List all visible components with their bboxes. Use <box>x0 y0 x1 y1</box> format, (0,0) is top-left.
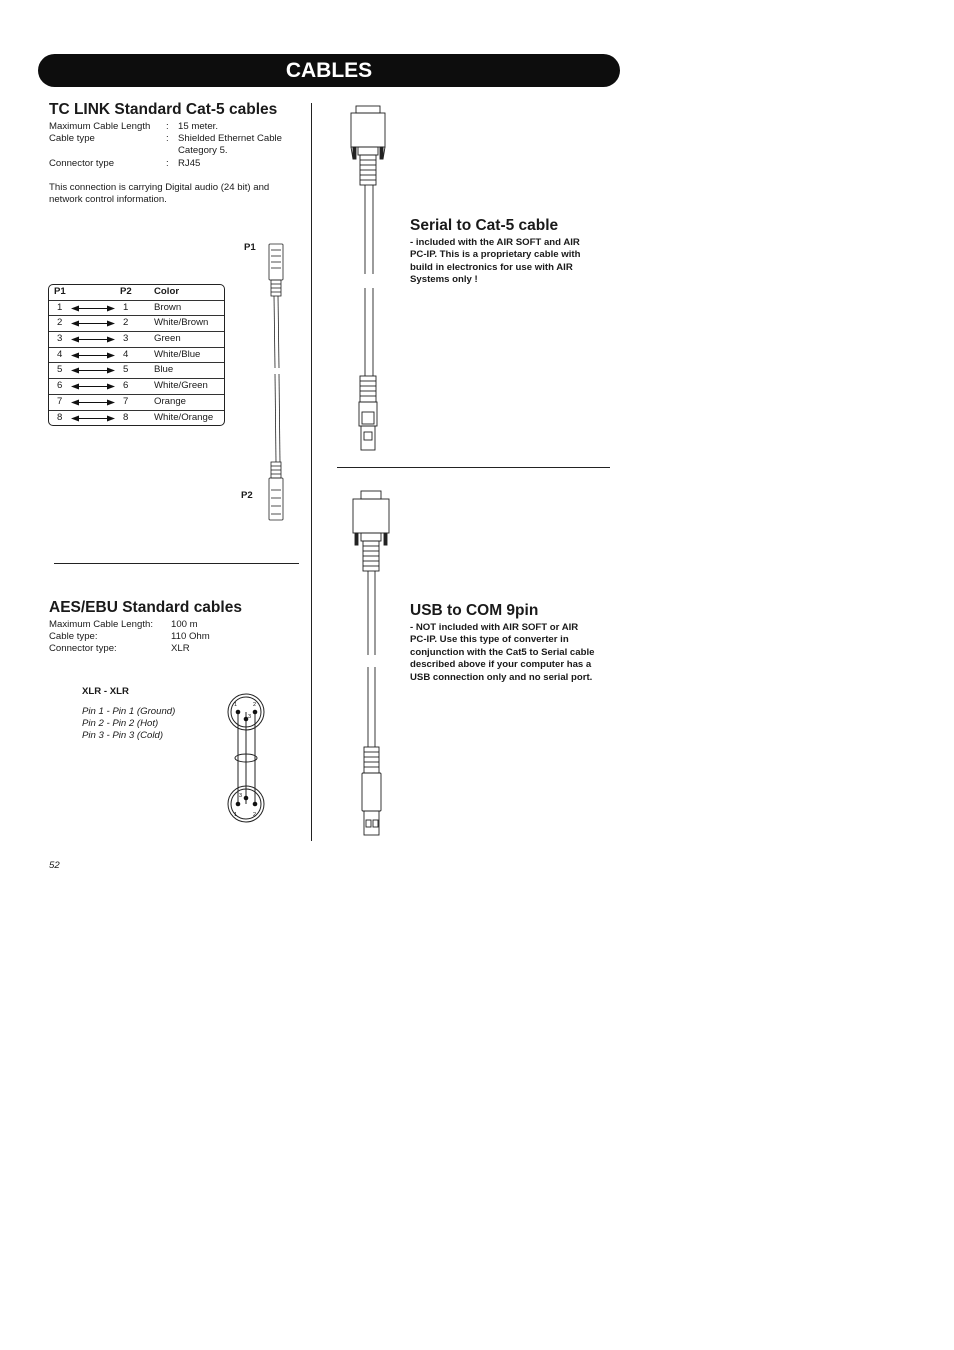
header-color: Color <box>154 286 180 297</box>
header-p1: P1 <box>54 286 66 297</box>
xlr-pin-number: 3 <box>248 714 252 720</box>
description-line: - NOT included with AIR SOFT or AIR <box>410 622 579 633</box>
double-arrow-icon <box>71 304 115 313</box>
header-p2: P2 <box>120 286 132 297</box>
cell-color: White/Brown <box>154 317 209 329</box>
page-banner <box>38 54 620 87</box>
cell-p1: 3 <box>57 333 63 345</box>
cell-p2: 3 <box>123 333 129 345</box>
cell-p2: 4 <box>123 348 129 360</box>
xlr-pin-number: 2 <box>253 812 257 818</box>
cell-p1: 4 <box>57 348 63 360</box>
spec-label: Connector type <box>49 158 115 169</box>
table-row <box>49 348 224 364</box>
column-divider <box>311 103 312 841</box>
left-section-divider <box>54 563 299 564</box>
description-line: described above if your computer has a <box>410 659 592 671</box>
cell-p1: 5 <box>57 364 63 376</box>
description-line: build in electronics for use with AIR <box>410 261 573 273</box>
spec-label: Cable type: <box>49 631 98 642</box>
p1-label: P1 <box>244 242 256 253</box>
pin-line: Pin 1 - Pin 1 (Ground) <box>82 706 176 717</box>
spec-value: RJ45 <box>178 158 201 169</box>
table-row <box>49 332 224 348</box>
xlr-cable-illustration <box>222 692 270 826</box>
double-arrow-icon <box>71 382 115 391</box>
pin-line: Pin 3 - Pin 3 (Cold) <box>82 730 164 741</box>
double-arrow-icon <box>71 398 115 407</box>
spec-sep: : <box>166 133 169 144</box>
cell-p2: 1 <box>123 301 129 313</box>
xlr-pin-number: 2 <box>253 702 257 708</box>
cell-color: White/Blue <box>154 348 201 360</box>
spec-sep: : <box>166 158 169 169</box>
table-row <box>49 316 224 332</box>
cell-color: White/Orange <box>154 411 214 423</box>
cell-p2: 5 <box>123 364 129 376</box>
spec-value: 100 m <box>171 619 198 630</box>
usb-cable-illustration <box>347 489 393 839</box>
spec-value: XLR <box>171 643 190 654</box>
pin-table <box>48 284 225 426</box>
description-line: conjunction with the Cat5 to Serial cable <box>410 646 595 658</box>
spec-label: Maximum Cable Length <box>49 121 151 132</box>
right-section-divider <box>337 467 610 468</box>
cell-p2: 7 <box>123 395 129 407</box>
cell-p2: 6 <box>123 380 129 392</box>
spec-sep: : <box>166 121 169 132</box>
cell-p2: 2 <box>123 317 129 329</box>
table-row <box>49 395 224 411</box>
cell-color: Blue <box>154 364 174 376</box>
double-arrow-icon <box>71 319 115 328</box>
cell-p1: 2 <box>57 317 63 329</box>
spec-value: Category 5. <box>178 145 228 156</box>
description-line: PC-IP. This is a proprietary cable with <box>410 249 581 261</box>
serial-cable-illustration <box>345 104 391 454</box>
spec-value: 110 Ohm <box>171 631 210 642</box>
spec-label: Maximum Cable Length: <box>49 619 153 630</box>
table-row <box>49 301 224 317</box>
spec-value: 15 meter. <box>178 121 218 132</box>
cell-color: Green <box>154 333 181 345</box>
table-row <box>49 411 224 426</box>
serial-description <box>410 237 580 287</box>
table-row <box>49 363 224 379</box>
cell-color: Brown <box>154 301 182 313</box>
tc-link-description-2: network control information. <box>49 194 167 205</box>
spec-label: Cable type <box>49 133 95 144</box>
cell-p2: 8 <box>123 411 129 423</box>
double-arrow-icon <box>71 335 115 344</box>
table-row <box>49 379 224 395</box>
double-arrow-icon <box>71 366 115 375</box>
cell-p1: 8 <box>57 411 63 423</box>
serial-heading: Serial to Cat-5 cable <box>410 217 559 234</box>
banner-title: CABLES <box>285 59 373 82</box>
cell-p1: 6 <box>57 380 63 392</box>
usb-description <box>410 622 594 684</box>
rj45-cable-illustration <box>262 240 292 530</box>
cell-color: Orange <box>154 395 186 407</box>
description-line: PC-IP. Use this type of converter in <box>410 634 569 646</box>
cell-p1: 7 <box>57 395 63 407</box>
xlr-pin-number: 1 <box>234 702 238 708</box>
cell-p1: 1 <box>57 301 63 313</box>
page-number: 52 <box>49 860 60 871</box>
description-line: USB connection only and no serial port. <box>410 671 593 683</box>
description-line: Systems only ! <box>410 274 478 286</box>
double-arrow-icon <box>71 414 115 423</box>
tc-link-description-1: This connection is carrying Digital audio (24 bit) and <box>49 182 270 193</box>
description-line: - included with the AIR SOFT and AIR <box>410 237 580 248</box>
p2-label: P2 <box>241 490 253 501</box>
aes-ebu-heading: AES/EBU Standard cables <box>49 599 242 616</box>
double-arrow-icon <box>71 351 115 360</box>
xlr-title: XLR - XLR <box>82 686 129 697</box>
pin-line: Pin 2 - Pin 2 (Hot) <box>82 718 159 729</box>
usb-heading: USB to COM 9pin <box>410 602 539 619</box>
spec-value: Shielded Ethernet Cable <box>178 133 283 144</box>
table-header <box>49 285 224 301</box>
cell-color: White/Green <box>154 380 208 392</box>
xlr-pin-number: 1 <box>234 812 238 818</box>
tc-link-heading: TC LINK Standard Cat-5 cables <box>49 101 278 118</box>
xlr-pin-number: 3 <box>239 793 243 799</box>
spec-label: Connector type: <box>49 643 117 654</box>
